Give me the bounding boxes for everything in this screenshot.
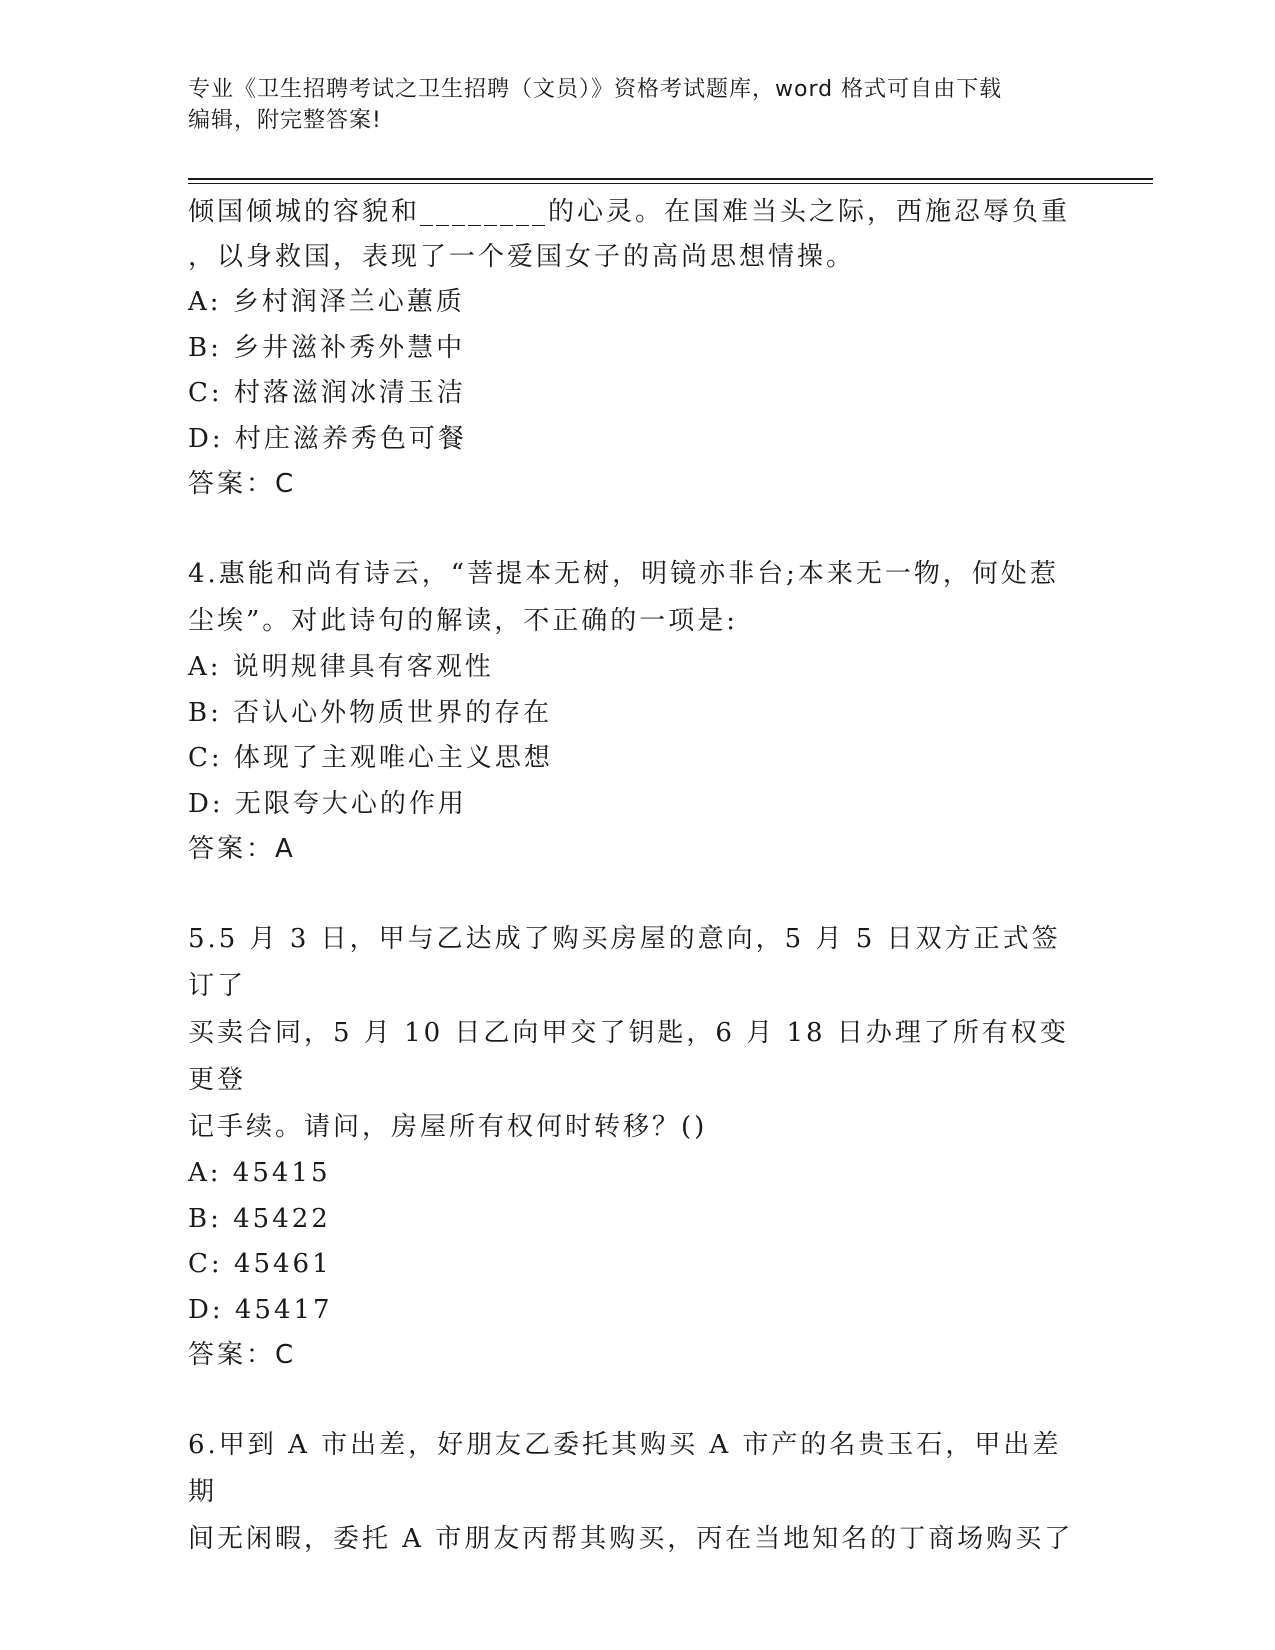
question-stem-line: 5.5 月 3 日，甲与乙达成了购买房屋的意向，5 月 5 日双方正式签订了 [188, 924, 1061, 1001]
option-d: D: 村庄滋养秀色可餐 [188, 423, 467, 454]
answer-line: 答案：C [188, 1340, 297, 1370]
header-divider-thin [188, 183, 1153, 184]
header-divider-thick [188, 178, 1153, 180]
answer-line: 答案：A [188, 834, 296, 864]
question-3-continued [188, 190, 1088, 507]
option-c: C: 村落滋润冰清玉洁 [188, 378, 466, 408]
question-6 [188, 1422, 1088, 1563]
question-stem-line: 尘埃”。对此诗句的解读，不正确的一项是: [188, 606, 739, 636]
option-b: B: 乡井滋补秀外慧中 [188, 332, 466, 363]
option-c: C: 45461 [188, 1249, 332, 1279]
option-c: C: 体现了主观唯心主义思想 [188, 743, 553, 773]
answer-line: 答案：C [188, 469, 297, 499]
question-stem-line: 4.惠能和尚有诗云，“菩提本无树，明镜亦非台;本来无一物，何处惹 [188, 559, 1059, 589]
question-stem-line: 间无闲暇，委托 A 市朋友丙帮其购买，丙在当地知名的丁商场购买了 [188, 1524, 1074, 1554]
question-stem-line: 记手续。请问，房屋所有权何时转移？() [188, 1112, 708, 1142]
option-a: A: 说明规律具有客观性 [188, 652, 494, 682]
question-stem-line: 6.甲到 A 市出差，好朋友乙委托其购买 A 市产的名贵玉石，甲出差期 [188, 1430, 1062, 1507]
document-header [188, 74, 1088, 136]
option-d: D: 45417 [188, 1294, 333, 1325]
option-d: D: 无限夸大心的作用 [188, 788, 467, 819]
option-a: A: 45415 [188, 1158, 331, 1188]
header-line-1: 专业《卫生招聘考试之卫生招聘（文员）》资格考试题库，word 格式可自由下载 [188, 77, 1003, 102]
option-b: B: 否认心外物质世界的存在 [188, 697, 553, 728]
question-stem-line: ，以身救国，表现了一个爱国女子的高尚思想情操。 [188, 242, 856, 272]
question-list [188, 190, 1088, 1563]
question-5 [188, 916, 1088, 1378]
option-a: A: 乡村润泽兰心蕙质 [188, 287, 465, 317]
question-4 [188, 551, 1088, 872]
option-b: B: 45422 [188, 1203, 331, 1234]
question-stem-line: 倾国倾城的容貌和________的心灵。在国难当头之际，西施忍辱负重 [188, 197, 1071, 227]
question-stem-line: 买卖合同，5 月 10 日乙向甲交了钥匙，6 月 18 日办理了所有权变更登 [188, 1018, 1069, 1095]
header-line-2: 编辑，附完整答案! [188, 108, 382, 133]
